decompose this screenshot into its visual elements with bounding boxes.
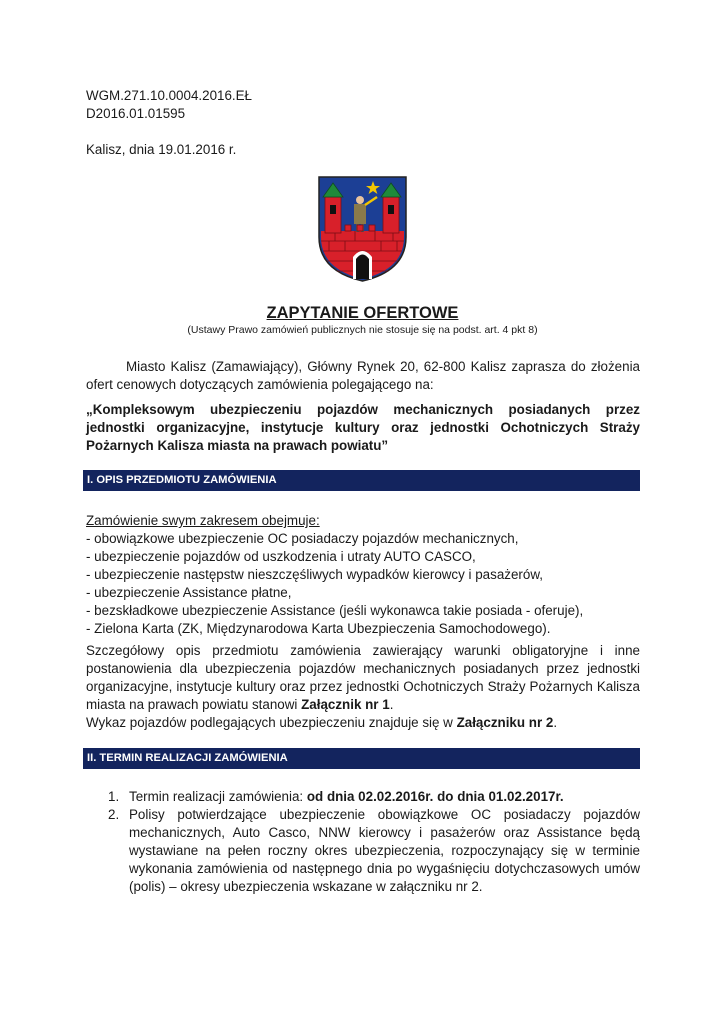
order-subject: „Kompleksowym ubezpieczeniu pojazdów mechanicznych posiadanych przez jednostki organizacyjne, instytucje kultury oraz jednostki Ochotniczych Straży Pożarnych Kalisza miasta na prawach powiatu” <box>86 402 640 453</box>
item-text: Polisy potwierdzające ubezpieczenie obowiązkowe OC posiadaczy pojazdów mechanicznych, Auto Casco, NNW kierowcy i pasażerów oraz Assistance będą wystawiane na pełen roczny okres ubezpieczenia, rozpoczynający się w terminie wykonania zamówienia od następnego dnia po wygaśnięciu dotychczasowych umów (polis) – okresy ubezpieczenia wskazane w załączniku nr 2. <box>129 807 640 894</box>
section-heading-term: II. TERMIN REALIZACJI ZAMÓWIENIA <box>83 748 640 769</box>
vehicles-body: Wykaz pojazdów podlegających ubezpieczeniu znajduje się w <box>86 715 457 730</box>
item-date-range: od dnia 02.02.2016r. do dnia 01.02.2017r. <box>306 789 564 804</box>
description-body: Szczegółowy opis przedmiotu zamówienia zawierający warunki obligatoryjne i inne postanowienia dla ubezpieczenia pojazdów mechanicznych posiadanych przez jednostki organizacyjne, instytucje kultury oraz przez jednostki Ochotniczych Straży Pożarnych Kalisza miasta na prawach powiatu stanowi <box>86 643 640 712</box>
page-title: ZAPYTANIE OFERTOWE <box>266 304 459 322</box>
intro-text: Miasto Kalisz (Zamawiający), Główny Rynek 20, 62-800 Kalisz zaprasza do złożenia ofert cenowych dotyczących zamówienia polegającego na: <box>86 359 640 392</box>
punctuation: . <box>389 697 394 712</box>
list-item: - Zielona Karta (ZK, Międzynarodowa Karta Ubezpieczenia Samochodowego). <box>86 621 551 636</box>
scope-list <box>86 512 640 638</box>
doc-number: D2016.01.01595 <box>86 106 186 121</box>
annex-2-ref: Załączniku nr 2 <box>456 715 554 730</box>
list-item <box>86 806 640 896</box>
list-item: - obowiązkowe ubezpieczenie OC posiadaczy pojazdów mechanicznych, <box>86 531 519 546</box>
item-number: 2. <box>108 807 120 822</box>
description-paragraph <box>86 642 640 732</box>
section-heading-description: I. OPIS PRZEDMIOTU ZAMÓWIENIA <box>83 470 640 491</box>
ref-number: WGM.271.10.0004.2016.EŁ <box>86 88 253 103</box>
list-item: - ubezpieczenie pojazdów od uszkodzenia i utraty AUTO CASCO, <box>86 549 476 564</box>
description-text <box>86 642 640 714</box>
intro-paragraph <box>86 358 640 394</box>
reference-block <box>86 87 252 123</box>
item-text: Termin realizacji zamówienia: <box>129 789 307 804</box>
punctuation: . <box>553 715 558 730</box>
term-list <box>86 788 640 896</box>
place-date: Kalisz, dnia 19.01.2016 r. <box>86 142 237 157</box>
list-item <box>86 788 640 806</box>
page-subtitle: (Ustawy Prawo zamówień publicznych nie stosuje się na podst. art. 4 pkt 8) <box>187 324 538 336</box>
annex-1-ref: Załącznik nr 1 <box>301 697 390 712</box>
scope-lead: Zamówienie swym zakresem obejmuje: <box>86 513 320 528</box>
list-item: - ubezpieczenie następstw nieszczęśliwych wypadków kierowcy i pasażerów, <box>86 567 543 582</box>
list-item: - ubezpieczenie Assistance płatne, <box>86 585 292 600</box>
list-item: - bezskładkowe ubezpieczenie Assistance (jeśli wykonawca takie posiada - oferuje), <box>86 603 584 618</box>
item-number: 1. <box>108 789 120 804</box>
kalisz-coat-of-arms-icon <box>317 175 408 283</box>
vehicles-text <box>86 714 640 732</box>
